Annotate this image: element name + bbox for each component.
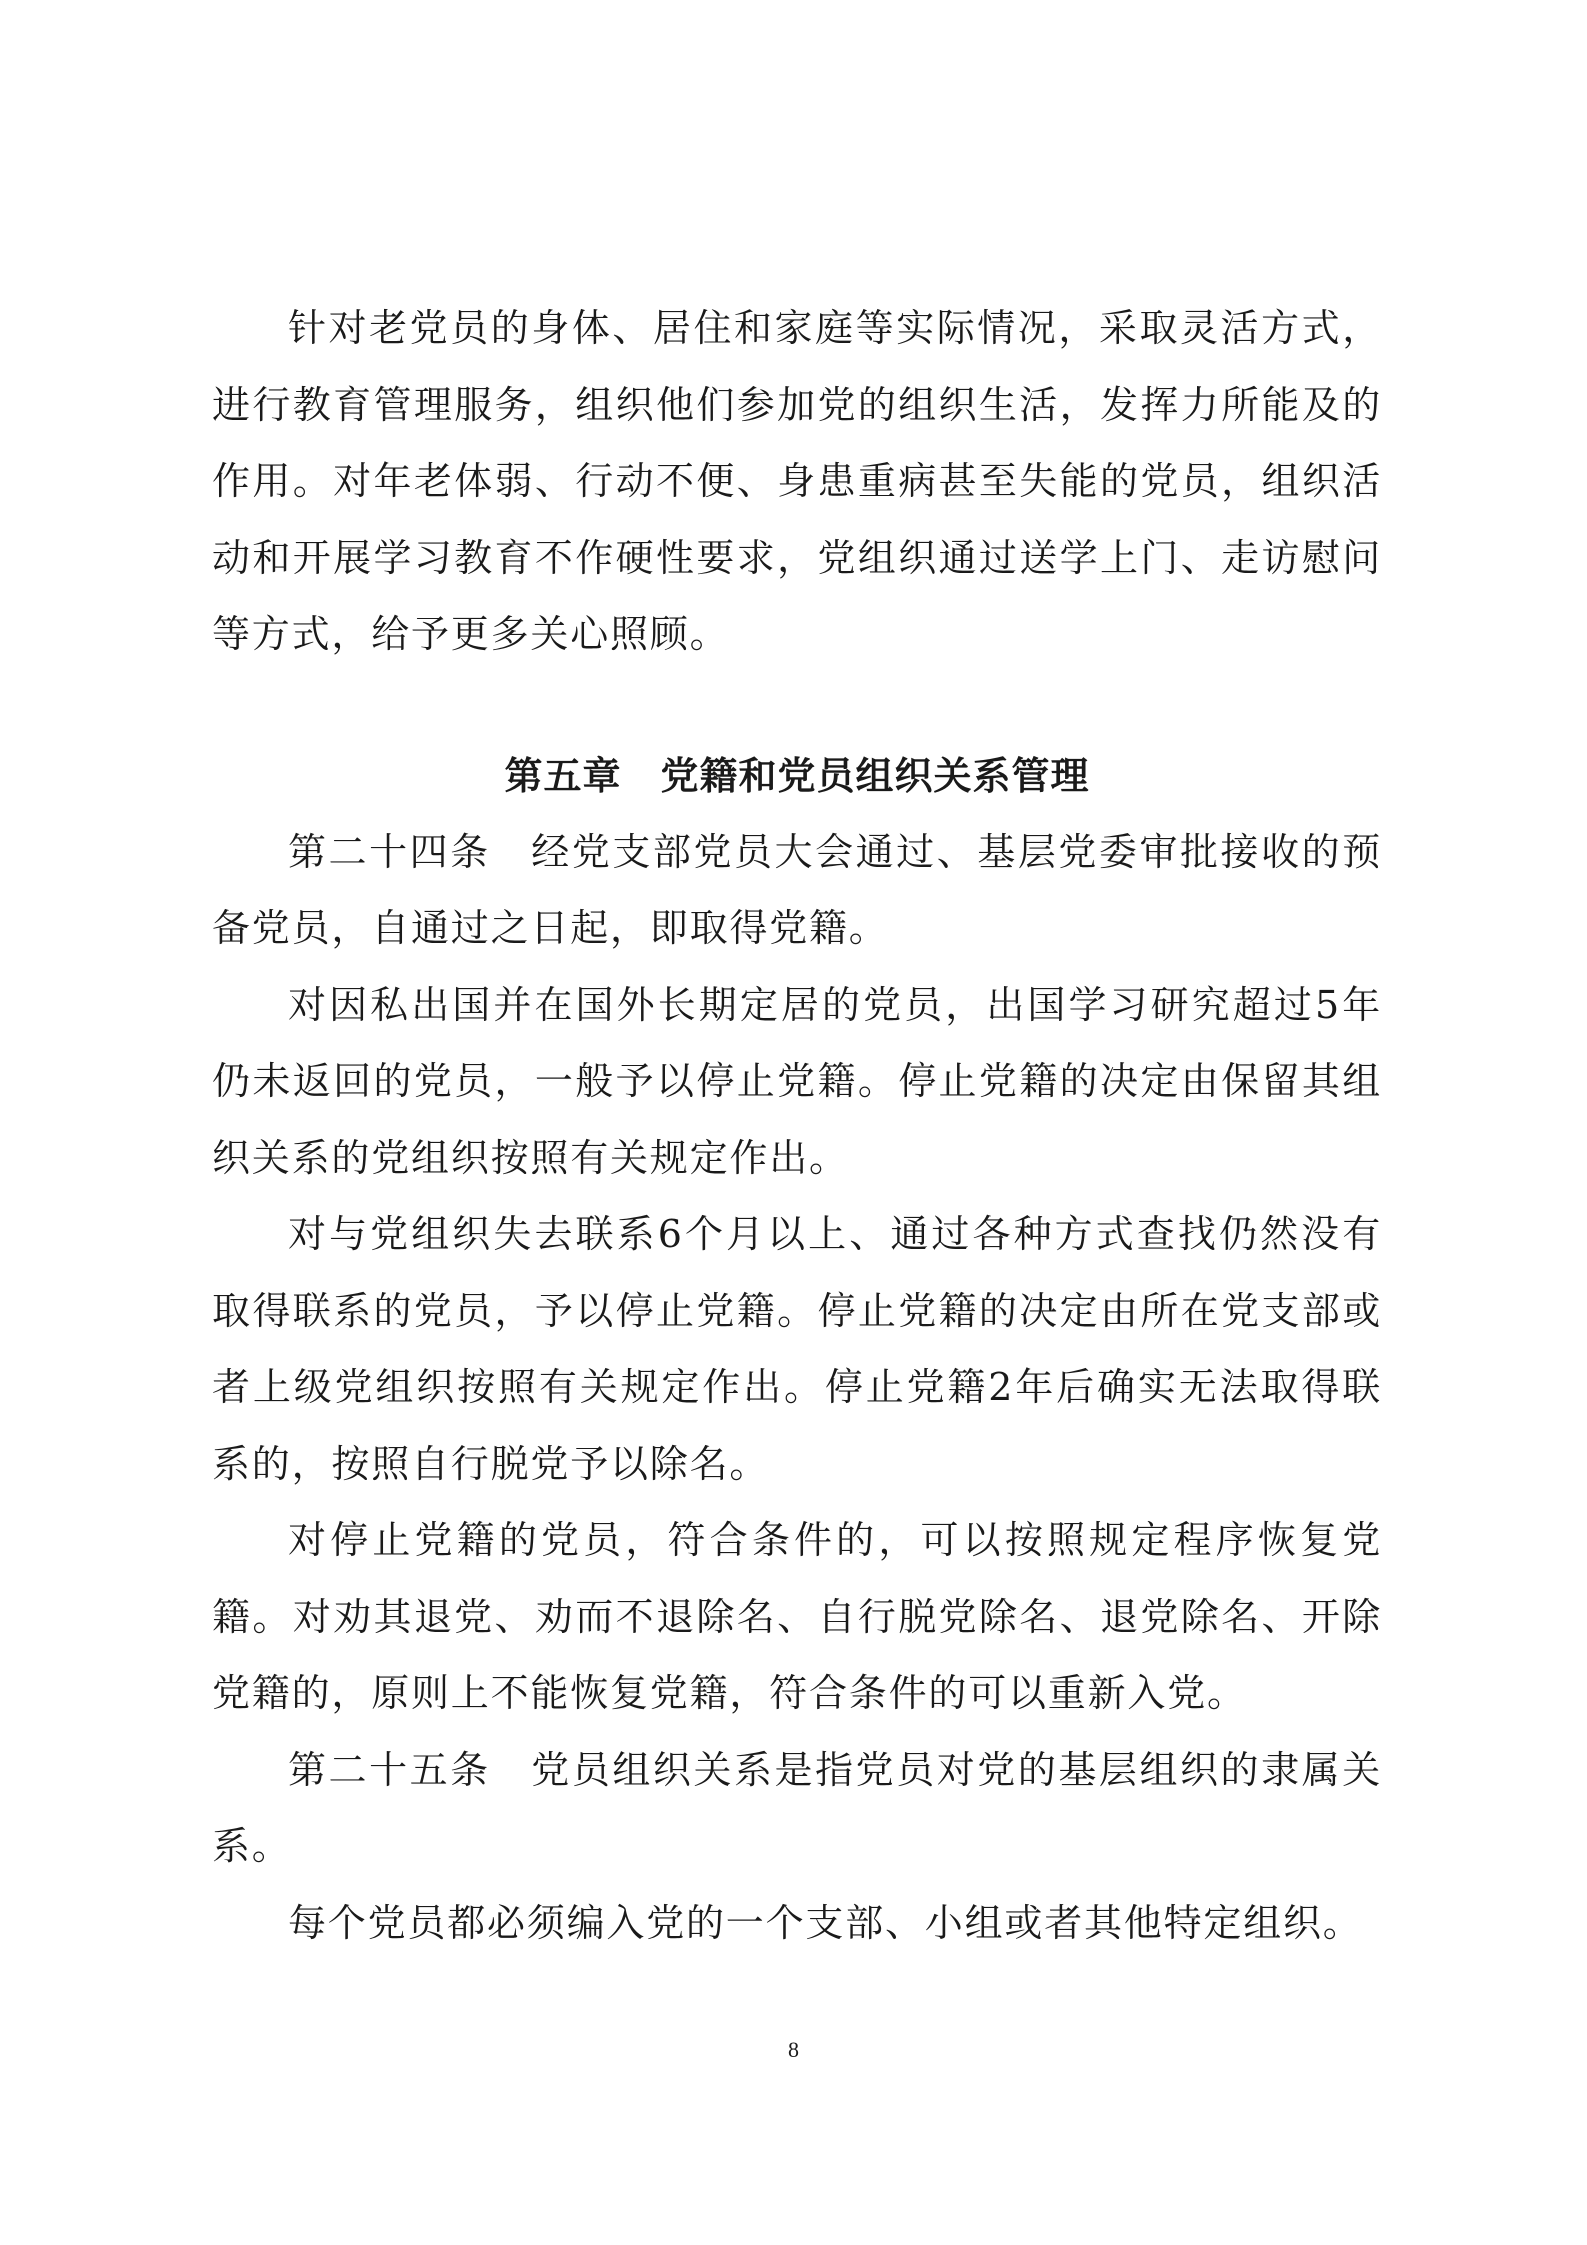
paragraph: 每个党员都必须编入党的一个支部、小组或者其他特定组织。 bbox=[288, 1900, 1363, 1945]
article-24-paragraph: 第二十四条 经党支部党员大会通过、基层党委审批接收的预备党员，自通过之日起，即取得党籍。 bbox=[212, 829, 1382, 950]
paragraph: 对因私出国并在国外长期定居的党员，出国学习研究超过5年仍未返回的党员，一般予以停止党籍。停止党籍的决定由保留其组织关系的党组织按照有关规定作出。 bbox=[212, 982, 1382, 1180]
page-number: 8 bbox=[788, 2037, 799, 2062]
chapter-heading: 第五章 党籍和党员组织关系管理 bbox=[504, 753, 1090, 798]
paragraph: 对停止党籍的党员，符合条件的，可以按照规定程序恢复党籍。对劝其退党、劝而不退除名、自行脱党除名、退党除名、开除党籍的，原则上不能恢复党籍，符合条件的可以重新入党。 bbox=[212, 1518, 1382, 1715]
paragraph: 对与党组织失去联系6个月以上、通过各种方式查找仍然没有取得联系的党员，予以停止党籍。停止党籍的决定由所在党支部或者上级党组织按照有关规定作出。停止党籍2年后确实无法取得联系的，按照自行脱党予以除名。 bbox=[212, 1212, 1382, 1486]
paragraph: 针对老党员的身体、居住和家庭等实际情况，采取灵活方式，进行教育管理服务，组织他们参加党的组织生活，发挥力所能及的作用。对年老体弱、行动不便、身患重病甚至失能的党员，组织活动和开展学习教育不作硬性要求，党组织通过送学上门、走访慰问等方式，给予更多关心照顾。 bbox=[212, 306, 1382, 656]
article-25-paragraph: 第二十五条 党员组织关系是指党员对党的基层组织的隶属关系。 bbox=[212, 1747, 1382, 1868]
document-body bbox=[212, 290, 1382, 1961]
